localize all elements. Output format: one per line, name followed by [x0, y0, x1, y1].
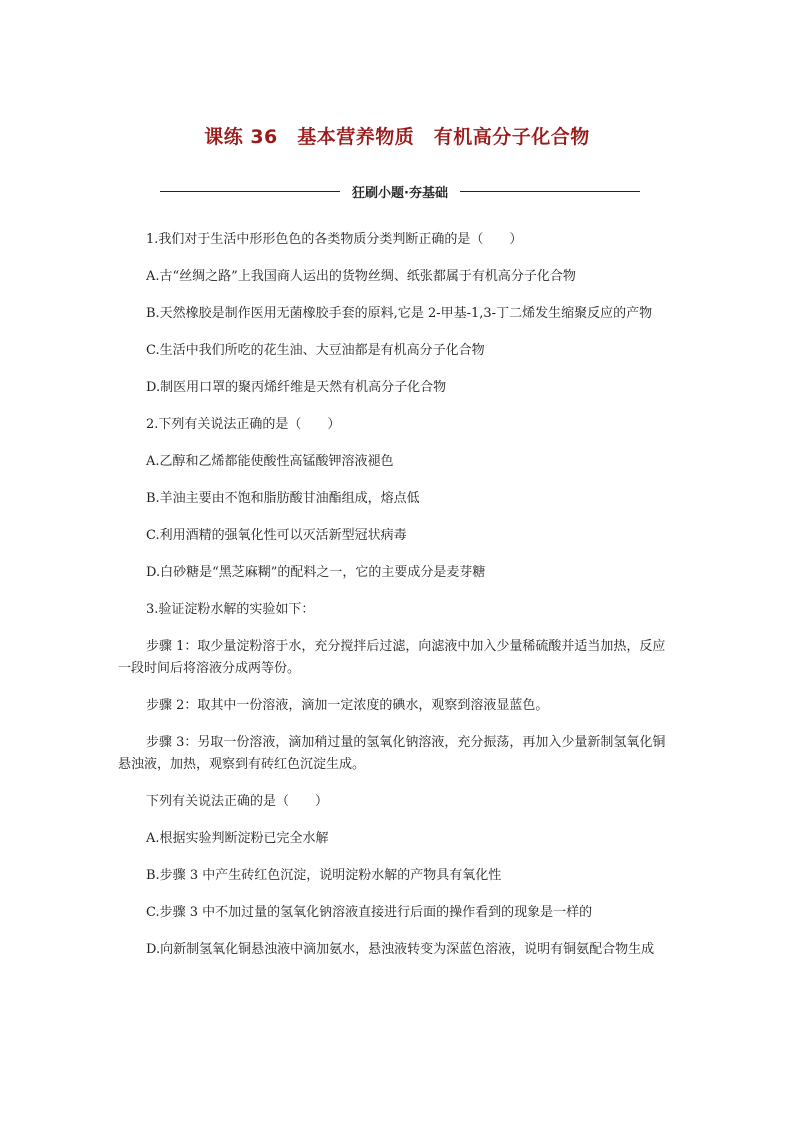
question-1-option-d: D.制医用口罩的聚丙烯纤维是天然有机高分子化合物 [146, 380, 447, 395]
page-title: 课练 36 基本营养物质 有机高分子化合物 [204, 126, 590, 148]
question-1-option-a: A.古“丝绸之路”上我国商人运出的货物丝绸、纸张都属于有机高分子化合物 [146, 269, 576, 284]
question-list [118, 229, 678, 961]
question-3-stem: 3.验证淀粉水解的实验如下： [146, 602, 315, 617]
question-2-option-a: A.乙醇和乙烯都能使酸性高锰酸钾溶液褪色 [146, 454, 394, 469]
question-3-step-2: 步骤 2：取其中一份溶液，滴加一定浓度的碘水，观察到溶液显蓝色。 [146, 698, 549, 713]
question-2-option-d: D.白砂糖是“黑芝麻糊”的配料之一，它的主要成分是麦芽糖 [146, 565, 486, 580]
question-3-option-a: A.根据实验判断淀粉已完全水解 [146, 831, 329, 846]
question-3-step-1: 步骤 1：取少量淀粉溶于水，充分搅拌后过滤，向滤液中加入少量稀硫酸并适当加热，反应一段时间后将溶液分成两等份。 [118, 639, 666, 676]
section-rule-left [160, 191, 340, 192]
question-3-step-3: 步骤 3：另取一份溶液，滴加稍过量的氢氧化钠溶液，充分振荡，再加入少量新制氢氧化铜悬浊液，加热，观察到有砖红色沉淀生成。 [118, 735, 666, 772]
question-3-option-b: B.步骤 3 中产生砖红色沉淀，说明淀粉水解的产物具有氧化性 [146, 868, 502, 883]
question-1-stem: 1.我们对于生活中形形色色的各类物质分类判断正确的是（ ） [146, 232, 523, 247]
question-2-stem: 2.下列有关说法正确的是（ ） [146, 417, 341, 432]
question-3-option-d: D.向新制氢氧化铜悬浊液中滴加氨水，悬浊液转变为深蓝色溶液，说明有铜氨配合物生成 [146, 942, 655, 957]
question-1-option-b: B.天然橡胶是制作医用无菌橡胶手套的原料,它是 2-甲基-1,3-丁二烯发生缩聚反应的产物 [146, 306, 653, 321]
question-3-prompt: 下列有关说法正确的是（ ） [146, 794, 329, 809]
section-header [160, 181, 640, 201]
question-2-option-b: B.羊油主要由不饱和脂肪酸甘油酯组成，熔点低 [146, 491, 420, 506]
question-1-option-c: C.生活中我们所吃的花生油、大豆油都是有机高分子化合物 [146, 343, 485, 358]
question-2-option-c: C.利用酒精的强氧化性可以灭活新型冠状病毒 [146, 528, 407, 543]
section-label: 狂刷小题·夯基础 [352, 185, 448, 201]
question-3-option-c: C.步骤 3 中不加过量的氢氧化钠溶液直接进行后面的操作看到的现象是一样的 [146, 905, 593, 920]
section-rule-right [460, 191, 640, 192]
